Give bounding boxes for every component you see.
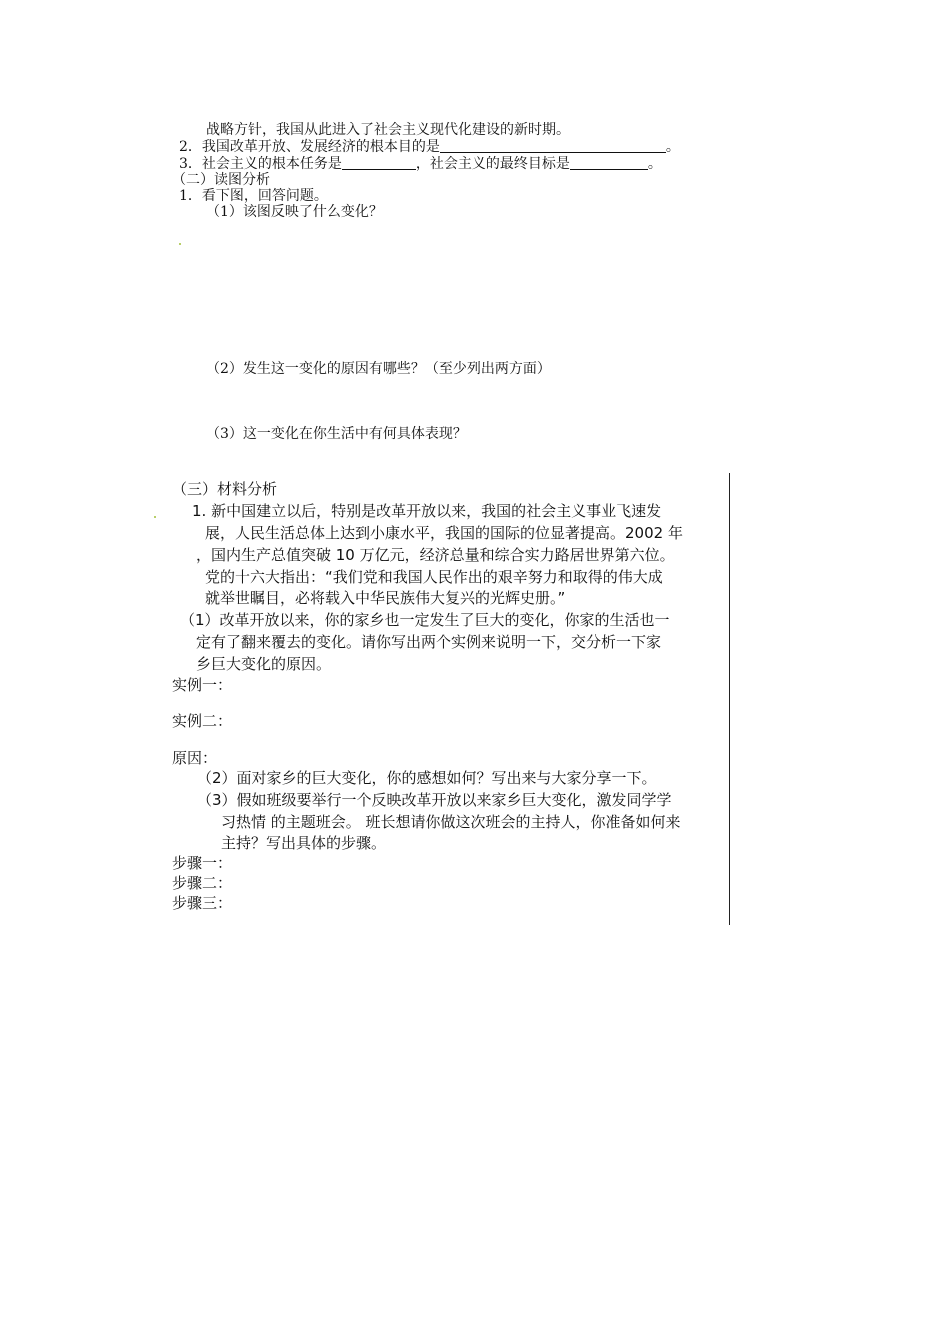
example-2-label: 实例二： (172, 712, 233, 730)
step-2-label: 步骤二： (172, 874, 233, 892)
part2-question-1: 1．看下图，回答问题。 (179, 188, 328, 204)
question-3-text-a: 3．社会主义的根本任务是 (179, 156, 342, 172)
material-line-1: 1. 新中国建立以后，特别是改革开放以来，我国的社会主义事业飞速发 (192, 502, 662, 520)
material-line-3: ，国内生产总值突破 10 万亿元，经济总量和综合实力路居世界第六位。 (196, 546, 675, 564)
example-1-label: 实例一： (172, 676, 233, 694)
part3-question-3-line-3: 主持？写出具体的步骤。 (221, 834, 387, 852)
part3-question-3-line-1: （3）假如班级要举行一个反映改革开放以来家乡巨大变化，激发同学学 (197, 791, 672, 809)
answer-blank-3a[interactable] (342, 157, 416, 170)
part2-sub-question-1: （1）该图反映了什么变化？ (206, 204, 383, 220)
step-1-label: 步骤一： (172, 854, 233, 872)
reason-label: 原因： (172, 749, 218, 767)
question-3 (179, 157, 662, 171)
part2-sub-question-2: （2）发生这一变化的原因有哪些？（至少列出两方面） (206, 361, 551, 377)
answer-blank-2[interactable] (440, 140, 666, 153)
question-2 (179, 140, 680, 154)
part3-question-1-line-2: 定有了翻来覆去的变化。请你写出两个实例来说明一下，交分析一下家 (196, 633, 662, 651)
part3-question-2: （2）面对家乡的巨大变化，你的感想如何？写出来与大家分享一下。 (197, 769, 657, 787)
question-3-text-b: ，社会主义的最终目标是 (415, 156, 570, 172)
part3-question-1-line-3: 乡巨大变化的原因。 (196, 655, 332, 673)
stray-mark (179, 243, 181, 245)
margin-rule (729, 473, 730, 925)
section-heading-3: （三）材料分析 (172, 480, 278, 498)
stray-mark (154, 516, 156, 518)
section-heading-2: （二）读图分析 (172, 172, 270, 188)
step-3-label: 步骤三： (172, 894, 233, 912)
material-line-4: 党的十六大指出：“我们党和我国人民作出的艰辛努力和取得的伟大成 (205, 568, 663, 586)
answer-blank-3b[interactable] (570, 157, 648, 170)
material-line-2: 展，人民生活总体上达到小康水平，我国的国际的位显著提高。2002 年 (205, 524, 683, 542)
part3-question-1-line-1: （1）改革开放以来，你的家乡也一定发生了巨大的变化，你家的生活也一 (180, 611, 670, 629)
question-3-end: 。 (647, 156, 662, 172)
line-continuation: 战略方针，我国从此进入了社会主义现代化建设的新时期。 (206, 122, 570, 138)
material-line-5: 就举世瞩目，必将载入中华民族伟大复兴的光辉史册。” (205, 589, 566, 607)
part2-sub-question-3: （3）这一变化在你生活中有何具体表现？ (206, 426, 467, 442)
question-2-text: 2．我国改革开放、发展经济的根本目的是 (179, 139, 440, 155)
question-2-end: 。 (665, 139, 680, 155)
part3-question-3-line-2: 习热情 的主题班会。 班长想请你做这次班会的主持人，你准备如何来 (221, 813, 681, 831)
